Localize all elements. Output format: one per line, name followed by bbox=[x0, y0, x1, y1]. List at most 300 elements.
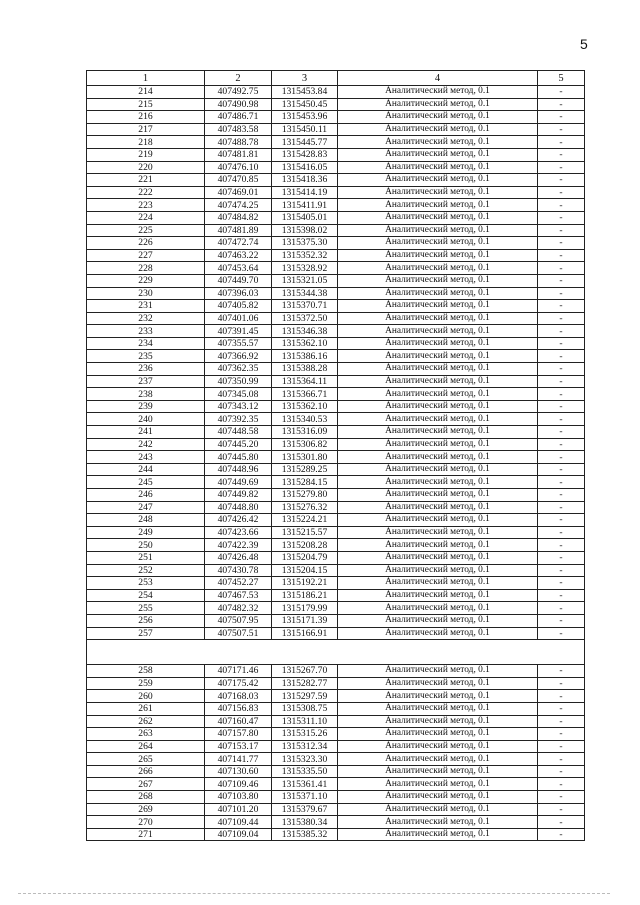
precision-cell: - bbox=[538, 451, 585, 464]
coord-y-cell: 1315321.05 bbox=[272, 274, 338, 287]
point-number-cell: 261 bbox=[87, 702, 205, 715]
method-cell: Аналитический метод, 0.1 bbox=[338, 86, 538, 99]
coord-y-cell: 1315289.25 bbox=[272, 463, 338, 476]
point-number-cell: 223 bbox=[87, 199, 205, 212]
precision-cell: - bbox=[538, 816, 585, 829]
coord-y-cell: 1315366.71 bbox=[272, 388, 338, 401]
point-number-cell: 268 bbox=[87, 791, 205, 804]
coord-y-cell: 1315171.39 bbox=[272, 614, 338, 627]
point-number-cell: 220 bbox=[87, 161, 205, 174]
point-number-cell: 255 bbox=[87, 602, 205, 615]
coord-y-cell: 1315276.32 bbox=[272, 501, 338, 514]
method-cell: Аналитический метод, 0.1 bbox=[338, 577, 538, 590]
precision-cell: - bbox=[538, 186, 585, 199]
point-number-cell: 226 bbox=[87, 237, 205, 250]
coord-y-cell: 1315297.59 bbox=[272, 690, 338, 703]
coord-y-cell: 1315340.53 bbox=[272, 413, 338, 426]
coord-y-cell: 1315312.34 bbox=[272, 740, 338, 753]
coord-y-cell: 1315372.50 bbox=[272, 312, 338, 325]
table-row bbox=[87, 476, 585, 489]
precision-cell: - bbox=[538, 765, 585, 778]
method-cell: Аналитический метод, 0.1 bbox=[338, 337, 538, 350]
point-number-cell: 218 bbox=[87, 136, 205, 149]
point-number-cell: 241 bbox=[87, 426, 205, 439]
method-cell: Аналитический метод, 0.1 bbox=[338, 363, 538, 376]
page-number: 5 bbox=[580, 36, 588, 52]
table-row bbox=[87, 388, 585, 401]
method-cell: Аналитический метод, 0.1 bbox=[338, 740, 538, 753]
table-row bbox=[87, 589, 585, 602]
point-number-cell: 248 bbox=[87, 514, 205, 527]
precision-cell: - bbox=[538, 413, 585, 426]
coord-y-cell: 1315315.26 bbox=[272, 728, 338, 741]
precision-cell: - bbox=[538, 426, 585, 439]
table-row bbox=[87, 539, 585, 552]
table-row bbox=[87, 237, 585, 250]
precision-cell: - bbox=[538, 627, 585, 640]
precision-cell: - bbox=[538, 438, 585, 451]
table-row bbox=[87, 224, 585, 237]
method-cell: Аналитический метод, 0.1 bbox=[338, 161, 538, 174]
coord-x-cell: 407422.39 bbox=[205, 539, 272, 552]
coord-y-cell: 1315385.32 bbox=[272, 828, 338, 841]
precision-cell: - bbox=[538, 577, 585, 590]
coord-x-cell: 407476.10 bbox=[205, 161, 272, 174]
table-row bbox=[87, 274, 585, 287]
method-cell: Аналитический метод, 0.1 bbox=[338, 312, 538, 325]
coord-y-cell: 1315388.28 bbox=[272, 363, 338, 376]
coord-y-cell: 1315346.38 bbox=[272, 325, 338, 338]
coord-x-cell: 407448.96 bbox=[205, 463, 272, 476]
coord-x-cell: 407449.69 bbox=[205, 476, 272, 489]
point-number-cell: 245 bbox=[87, 476, 205, 489]
coord-y-cell: 1315308.75 bbox=[272, 702, 338, 715]
coord-x-cell: 407396.03 bbox=[205, 287, 272, 300]
method-cell: Аналитический метод, 0.1 bbox=[338, 274, 538, 287]
point-number-cell: 264 bbox=[87, 740, 205, 753]
coord-y-cell: 1315370.71 bbox=[272, 300, 338, 313]
precision-cell: - bbox=[538, 602, 585, 615]
precision-cell: - bbox=[538, 174, 585, 187]
precision-cell: - bbox=[538, 350, 585, 363]
point-number-cell: 234 bbox=[87, 337, 205, 350]
col-header-1: 1 bbox=[87, 71, 205, 86]
precision-cell: - bbox=[538, 224, 585, 237]
method-cell: Аналитический метод, 0.1 bbox=[338, 136, 538, 149]
precision-cell: - bbox=[538, 86, 585, 99]
coord-y-cell: 1315301.80 bbox=[272, 451, 338, 464]
table-row bbox=[87, 740, 585, 753]
coord-y-cell: 1315453.84 bbox=[272, 86, 338, 99]
method-cell: Аналитический метод, 0.1 bbox=[338, 765, 538, 778]
method-cell: Аналитический метод, 0.1 bbox=[338, 514, 538, 527]
table-row bbox=[87, 627, 585, 640]
precision-cell: - bbox=[538, 312, 585, 325]
precision-cell: - bbox=[538, 363, 585, 376]
precision-cell: - bbox=[538, 778, 585, 791]
point-number-cell: 214 bbox=[87, 86, 205, 99]
point-number-cell: 221 bbox=[87, 174, 205, 187]
method-cell: Аналитический метод, 0.1 bbox=[338, 287, 538, 300]
point-number-cell: 269 bbox=[87, 803, 205, 816]
method-cell: Аналитический метод, 0.1 bbox=[338, 627, 538, 640]
coord-x-cell: 407392.35 bbox=[205, 413, 272, 426]
coord-y-cell: 1315279.80 bbox=[272, 489, 338, 502]
table-row bbox=[87, 400, 585, 413]
coord-y-cell: 1315445.77 bbox=[272, 136, 338, 149]
method-cell: Аналитический метод, 0.1 bbox=[338, 476, 538, 489]
coord-x-cell: 407483.58 bbox=[205, 123, 272, 136]
coord-x-cell: 407109.44 bbox=[205, 816, 272, 829]
method-cell: Аналитический метод, 0.1 bbox=[338, 551, 538, 564]
method-cell: Аналитический метод, 0.1 bbox=[338, 426, 538, 439]
coord-x-cell: 407484.82 bbox=[205, 211, 272, 224]
precision-cell: - bbox=[538, 702, 585, 715]
coord-x-cell: 407426.48 bbox=[205, 551, 272, 564]
point-number-cell: 231 bbox=[87, 300, 205, 313]
point-number-cell: 257 bbox=[87, 627, 205, 640]
coord-y-cell: 1315311.10 bbox=[272, 715, 338, 728]
point-number-cell: 244 bbox=[87, 463, 205, 476]
method-cell: Аналитический метод, 0.1 bbox=[338, 715, 538, 728]
method-cell: Аналитический метод, 0.1 bbox=[338, 816, 538, 829]
method-cell: Аналитический метод, 0.1 bbox=[338, 438, 538, 451]
method-cell: Аналитический метод, 0.1 bbox=[338, 148, 538, 161]
point-number-cell: 267 bbox=[87, 778, 205, 791]
precision-cell: - bbox=[538, 514, 585, 527]
table-row bbox=[87, 451, 585, 464]
precision-cell: - bbox=[538, 388, 585, 401]
precision-cell: - bbox=[538, 614, 585, 627]
coord-y-cell: 1315414.19 bbox=[272, 186, 338, 199]
coord-x-cell: 407430.78 bbox=[205, 564, 272, 577]
coord-y-cell: 1315450.11 bbox=[272, 123, 338, 136]
header-row bbox=[87, 71, 585, 86]
table-row bbox=[87, 577, 585, 590]
point-number-cell: 258 bbox=[87, 665, 205, 678]
method-cell: Аналитический метод, 0.1 bbox=[338, 388, 538, 401]
point-number-cell: 263 bbox=[87, 728, 205, 741]
table-row bbox=[87, 765, 585, 778]
coord-x-cell: 407449.82 bbox=[205, 489, 272, 502]
coord-y-cell: 1315166.91 bbox=[272, 627, 338, 640]
coord-y-cell: 1315380.34 bbox=[272, 816, 338, 829]
method-cell: Аналитический метод, 0.1 bbox=[338, 375, 538, 388]
coord-y-cell: 1315411.91 bbox=[272, 199, 338, 212]
precision-cell: - bbox=[538, 753, 585, 766]
method-cell: Аналитический метод, 0.1 bbox=[338, 400, 538, 413]
method-cell: Аналитический метод, 0.1 bbox=[338, 690, 538, 703]
coord-y-cell: 1315215.57 bbox=[272, 526, 338, 539]
table-row bbox=[87, 350, 585, 363]
point-number-cell: 242 bbox=[87, 438, 205, 451]
table-row bbox=[87, 287, 585, 300]
method-cell: Аналитический метод, 0.1 bbox=[338, 237, 538, 250]
col-header-2: 2 bbox=[205, 71, 272, 86]
table-row bbox=[87, 514, 585, 527]
table-row bbox=[87, 728, 585, 741]
point-number-cell: 229 bbox=[87, 274, 205, 287]
coord-y-cell: 1315361.41 bbox=[272, 778, 338, 791]
coord-y-cell: 1315416.05 bbox=[272, 161, 338, 174]
table-row bbox=[87, 148, 585, 161]
precision-cell: - bbox=[538, 237, 585, 250]
coord-y-cell: 1315428.83 bbox=[272, 148, 338, 161]
point-number-cell: 222 bbox=[87, 186, 205, 199]
point-number-cell: 259 bbox=[87, 677, 205, 690]
coord-x-cell: 407401.06 bbox=[205, 312, 272, 325]
method-cell: Аналитический метод, 0.1 bbox=[338, 413, 538, 426]
table-row bbox=[87, 753, 585, 766]
table-row bbox=[87, 337, 585, 350]
coord-x-cell: 407492.75 bbox=[205, 86, 272, 99]
point-number-cell: 246 bbox=[87, 489, 205, 502]
coord-x-cell: 407488.78 bbox=[205, 136, 272, 149]
coord-y-cell: 1315284.15 bbox=[272, 476, 338, 489]
coord-y-cell: 1315316.09 bbox=[272, 426, 338, 439]
precision-cell: - bbox=[538, 589, 585, 602]
precision-cell: - bbox=[538, 300, 585, 313]
precision-cell: - bbox=[538, 828, 585, 841]
precision-cell: - bbox=[538, 463, 585, 476]
method-cell: Аналитический метод, 0.1 bbox=[338, 186, 538, 199]
coord-y-cell: 1315179.99 bbox=[272, 602, 338, 615]
precision-cell: - bbox=[538, 325, 585, 338]
point-number-cell: 225 bbox=[87, 224, 205, 237]
method-cell: Аналитический метод, 0.1 bbox=[338, 614, 538, 627]
table-row bbox=[87, 123, 585, 136]
coord-x-cell: 407343.12 bbox=[205, 400, 272, 413]
coord-y-cell: 1315306.82 bbox=[272, 438, 338, 451]
coord-x-cell: 407481.89 bbox=[205, 224, 272, 237]
table-row bbox=[87, 438, 585, 451]
coord-x-cell: 407482.32 bbox=[205, 602, 272, 615]
coord-y-cell: 1315204.15 bbox=[272, 564, 338, 577]
table-row bbox=[87, 501, 585, 514]
coord-x-cell: 407405.82 bbox=[205, 300, 272, 313]
coord-x-cell: 407507.51 bbox=[205, 627, 272, 640]
point-number-cell: 254 bbox=[87, 589, 205, 602]
coord-x-cell: 407175.42 bbox=[205, 677, 272, 690]
method-cell: Аналитический метод, 0.1 bbox=[338, 791, 538, 804]
point-number-cell: 215 bbox=[87, 98, 205, 111]
method-cell: Аналитический метод, 0.1 bbox=[338, 564, 538, 577]
point-number-cell: 247 bbox=[87, 501, 205, 514]
point-number-cell: 270 bbox=[87, 816, 205, 829]
table-row bbox=[87, 161, 585, 174]
table-row bbox=[87, 602, 585, 615]
precision-cell: - bbox=[538, 136, 585, 149]
coord-x-cell: 407486.71 bbox=[205, 111, 272, 124]
coord-x-cell: 407355.57 bbox=[205, 337, 272, 350]
coord-y-cell: 1315375.30 bbox=[272, 237, 338, 250]
method-cell: Аналитический метод, 0.1 bbox=[338, 501, 538, 514]
col-header-5: 5 bbox=[538, 71, 585, 86]
coord-y-cell: 1315405.01 bbox=[272, 211, 338, 224]
table-row bbox=[87, 828, 585, 841]
method-cell: Аналитический метод, 0.1 bbox=[338, 828, 538, 841]
point-number-cell: 236 bbox=[87, 363, 205, 376]
coord-y-cell: 1315192.21 bbox=[272, 577, 338, 590]
coord-x-cell: 407423.66 bbox=[205, 526, 272, 539]
point-number-cell: 266 bbox=[87, 765, 205, 778]
table-row bbox=[87, 564, 585, 577]
coord-y-cell: 1315328.92 bbox=[272, 262, 338, 275]
precision-cell: - bbox=[538, 161, 585, 174]
coord-y-cell: 1315450.45 bbox=[272, 98, 338, 111]
coord-x-cell: 407157.80 bbox=[205, 728, 272, 741]
precision-cell: - bbox=[538, 211, 585, 224]
precision-cell: - bbox=[538, 791, 585, 804]
coord-x-cell: 407490.98 bbox=[205, 98, 272, 111]
point-number-cell: 230 bbox=[87, 287, 205, 300]
coord-x-cell: 407350.99 bbox=[205, 375, 272, 388]
method-cell: Аналитический метод, 0.1 bbox=[338, 702, 538, 715]
point-number-cell: 252 bbox=[87, 564, 205, 577]
precision-cell: - bbox=[538, 665, 585, 678]
table-row bbox=[87, 199, 585, 212]
table-row bbox=[87, 551, 585, 564]
coord-y-cell: 1315186.21 bbox=[272, 589, 338, 602]
precision-cell: - bbox=[538, 123, 585, 136]
table-row bbox=[87, 136, 585, 149]
table-row bbox=[87, 211, 585, 224]
method-cell: Аналитический метод, 0.1 bbox=[338, 526, 538, 539]
separator-row bbox=[87, 640, 585, 665]
coord-y-cell: 1315344.38 bbox=[272, 287, 338, 300]
point-number-cell: 237 bbox=[87, 375, 205, 388]
table-row bbox=[87, 816, 585, 829]
coord-x-cell: 407507.95 bbox=[205, 614, 272, 627]
coord-y-cell: 1315386.16 bbox=[272, 350, 338, 363]
precision-cell: - bbox=[538, 287, 585, 300]
point-number-cell: 235 bbox=[87, 350, 205, 363]
method-cell: Аналитический метод, 0.1 bbox=[338, 602, 538, 615]
table-row bbox=[87, 375, 585, 388]
coord-y-cell: 1315224.21 bbox=[272, 514, 338, 527]
coord-y-cell: 1315453.96 bbox=[272, 111, 338, 124]
coord-y-cell: 1315362.10 bbox=[272, 400, 338, 413]
method-cell: Аналитический метод, 0.1 bbox=[338, 463, 538, 476]
coord-y-cell: 1315352.32 bbox=[272, 249, 338, 262]
table-row bbox=[87, 526, 585, 539]
table-row bbox=[87, 791, 585, 804]
method-cell: Аналитический метод, 0.1 bbox=[338, 677, 538, 690]
method-cell: Аналитический метод, 0.1 bbox=[338, 803, 538, 816]
table-row bbox=[87, 614, 585, 627]
point-number-cell: 232 bbox=[87, 312, 205, 325]
coord-x-cell: 407101.20 bbox=[205, 803, 272, 816]
coord-y-cell: 1315371.10 bbox=[272, 791, 338, 804]
method-cell: Аналитический метод, 0.1 bbox=[338, 489, 538, 502]
precision-cell: - bbox=[538, 551, 585, 564]
method-cell: Аналитический метод, 0.1 bbox=[338, 174, 538, 187]
point-number-cell: 239 bbox=[87, 400, 205, 413]
point-number-cell: 216 bbox=[87, 111, 205, 124]
precision-cell: - bbox=[538, 740, 585, 753]
coord-x-cell: 407469.01 bbox=[205, 186, 272, 199]
precision-cell: - bbox=[538, 715, 585, 728]
table-row bbox=[87, 325, 585, 338]
point-number-cell: 251 bbox=[87, 551, 205, 564]
table-row bbox=[87, 98, 585, 111]
method-cell: Аналитический метод, 0.1 bbox=[338, 123, 538, 136]
coord-y-cell: 1315204.79 bbox=[272, 551, 338, 564]
precision-cell: - bbox=[538, 803, 585, 816]
precision-cell: - bbox=[538, 111, 585, 124]
coord-x-cell: 407391.45 bbox=[205, 325, 272, 338]
point-number-cell: 250 bbox=[87, 539, 205, 552]
coord-y-cell: 1315398.02 bbox=[272, 224, 338, 237]
coord-x-cell: 407452.27 bbox=[205, 577, 272, 590]
coord-x-cell: 407472.74 bbox=[205, 237, 272, 250]
method-cell: Аналитический метод, 0.1 bbox=[338, 111, 538, 124]
precision-cell: - bbox=[538, 677, 585, 690]
method-cell: Аналитический метод, 0.1 bbox=[338, 249, 538, 262]
coord-y-cell: 1315267.70 bbox=[272, 665, 338, 678]
separator-cell bbox=[87, 640, 585, 665]
method-cell: Аналитический метод, 0.1 bbox=[338, 728, 538, 741]
table-row bbox=[87, 174, 585, 187]
table-row bbox=[87, 489, 585, 502]
coord-x-cell: 407130.60 bbox=[205, 765, 272, 778]
method-cell: Аналитический метод, 0.1 bbox=[338, 350, 538, 363]
table-row bbox=[87, 86, 585, 99]
table-row bbox=[87, 262, 585, 275]
coord-x-cell: 407109.46 bbox=[205, 778, 272, 791]
precision-cell: - bbox=[538, 728, 585, 741]
table-row bbox=[87, 715, 585, 728]
point-number-cell: 233 bbox=[87, 325, 205, 338]
coord-x-cell: 407156.83 bbox=[205, 702, 272, 715]
precision-cell: - bbox=[538, 564, 585, 577]
coord-x-cell: 407426.42 bbox=[205, 514, 272, 527]
coord-y-cell: 1315323.30 bbox=[272, 753, 338, 766]
method-cell: Аналитический метод, 0.1 bbox=[338, 753, 538, 766]
coord-y-cell: 1315335.50 bbox=[272, 765, 338, 778]
method-cell: Аналитический метод, 0.1 bbox=[338, 98, 538, 111]
precision-cell: - bbox=[538, 690, 585, 703]
table-row bbox=[87, 803, 585, 816]
point-number-cell: 249 bbox=[87, 526, 205, 539]
coord-x-cell: 407453.64 bbox=[205, 262, 272, 275]
precision-cell: - bbox=[538, 337, 585, 350]
method-cell: Аналитический метод, 0.1 bbox=[338, 539, 538, 552]
precision-cell: - bbox=[538, 199, 585, 212]
precision-cell: - bbox=[538, 489, 585, 502]
method-cell: Аналитический метод, 0.1 bbox=[338, 589, 538, 602]
coord-y-cell: 1315379.67 bbox=[272, 803, 338, 816]
coord-x-cell: 407141.77 bbox=[205, 753, 272, 766]
point-number-cell: 253 bbox=[87, 577, 205, 590]
point-number-cell: 217 bbox=[87, 123, 205, 136]
table-row bbox=[87, 111, 585, 124]
coord-x-cell: 407470.85 bbox=[205, 174, 272, 187]
table-row bbox=[87, 363, 585, 376]
table-row bbox=[87, 702, 585, 715]
precision-cell: - bbox=[538, 148, 585, 161]
point-number-cell: 256 bbox=[87, 614, 205, 627]
table-row bbox=[87, 413, 585, 426]
precision-cell: - bbox=[538, 274, 585, 287]
precision-cell: - bbox=[538, 476, 585, 489]
point-number-cell: 260 bbox=[87, 690, 205, 703]
precision-cell: - bbox=[538, 249, 585, 262]
coord-x-cell: 407448.58 bbox=[205, 426, 272, 439]
table-row bbox=[87, 690, 585, 703]
method-cell: Аналитический метод, 0.1 bbox=[338, 199, 538, 212]
method-cell: Аналитический метод, 0.1 bbox=[338, 665, 538, 678]
